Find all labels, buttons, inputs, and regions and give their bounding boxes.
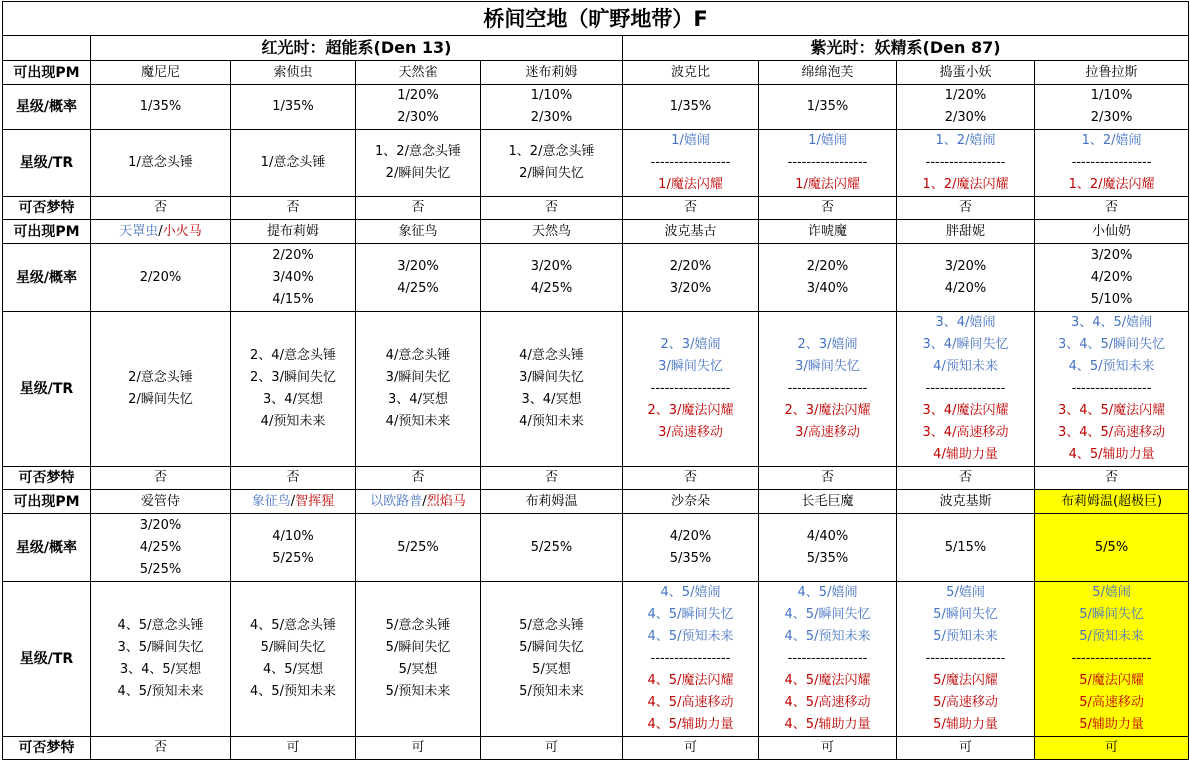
- tr-move-line: 3、4、5/高速移动: [1057, 425, 1166, 440]
- star-rate-line: 2/20%: [139, 269, 182, 285]
- pokemon-name-cell: [356, 220, 481, 244]
- gmax-cell: 否: [231, 467, 356, 490]
- row-label-tr: 星级/TR: [3, 582, 91, 737]
- star-rate-line: 3/20%: [530, 258, 573, 274]
- pokemon-name: 捣蛋小妖: [939, 64, 992, 80]
- star-rate-line: 4/20%: [669, 528, 712, 544]
- star-rate-cell: [1035, 85, 1189, 130]
- star-rate-line: 4/20%: [1090, 269, 1133, 285]
- tr-move-line: 5/意念头锤: [519, 618, 584, 633]
- gmax-cell: 否: [231, 197, 356, 220]
- gmax-cell: 否: [481, 467, 623, 490]
- tr-moves-cell: [91, 130, 231, 197]
- tr-move-line: 4、5/预知未来: [647, 629, 734, 644]
- pokemon-name: 象征鸟: [398, 223, 438, 239]
- pokemon-name-cell: [623, 61, 759, 85]
- row-label-rate: 星级/概率: [3, 85, 91, 130]
- pokemon-name: 烈焰马: [426, 493, 466, 509]
- star-rate-cell: [1035, 244, 1189, 312]
- tr-move-line: 2/瞬间失忆: [519, 166, 584, 181]
- gmax-cell: 否: [356, 467, 481, 490]
- tr-separator: -----------------: [650, 381, 731, 396]
- tr-move-line: 4、5/预知未来: [784, 629, 871, 644]
- star-rate-cell: [231, 244, 356, 312]
- gmax-cell: 可: [481, 737, 623, 760]
- pokemon-name-cell: [623, 490, 759, 514]
- tr-separator: -----------------: [1071, 651, 1152, 666]
- header-corner: [3, 36, 91, 61]
- tr-moves-cell: [759, 582, 897, 737]
- pokemon-name-cell: [481, 490, 623, 514]
- star-rate-line: 3/20%: [397, 258, 439, 274]
- star-rate-cell: [356, 85, 481, 130]
- tr-move-line: 4、5/意念头锤: [117, 618, 204, 633]
- tr-move-line: 4/预知未来: [260, 414, 326, 429]
- tr-moves-cell: [91, 582, 231, 737]
- tr-move-line: 5/嬉闹: [1092, 585, 1131, 600]
- pokemon-name: 以欧路普: [370, 493, 423, 509]
- tr-separator: -----------------: [787, 381, 868, 396]
- pokemon-name-cell: [481, 220, 623, 244]
- star-rate-line: 2/30%: [397, 110, 439, 125]
- star-rate-line: 3/20%: [139, 517, 182, 533]
- tr-move-line: 2/意念头锤: [128, 370, 193, 385]
- tr-move-line: 4、5/预知未来: [117, 684, 204, 699]
- star-rate-cell: [231, 85, 356, 130]
- tr-moves-cell: [1035, 582, 1189, 737]
- pokemon-name: 波克基斯: [939, 493, 992, 509]
- pokemon-name-cell: [231, 220, 356, 244]
- star-rate-cell: [481, 85, 623, 130]
- tr-move-line: 5/瞬间失忆: [933, 607, 998, 622]
- star-rate-line: 5/10%: [1090, 291, 1133, 307]
- tr-separator: -----------------: [925, 651, 1006, 666]
- tr-moves-cell: [897, 582, 1035, 737]
- tr-move-line: 5/预知未来: [385, 684, 451, 699]
- tr-moves-cell: [897, 130, 1035, 197]
- star-rate-cell: [356, 244, 481, 312]
- row-label-pm: 可出现PM: [3, 490, 91, 514]
- tr-move-line: 3/高速移动: [658, 425, 723, 440]
- tr-move-line: 3、4/嬉闹: [935, 315, 996, 330]
- tr-moves-cell: [623, 130, 759, 197]
- tr-move-line: 3、4/瞬间失忆: [922, 337, 1009, 352]
- star-rate-line: 5/25%: [397, 539, 439, 555]
- tr-move-line: 4、5/嬉闹: [797, 585, 858, 600]
- tr-move-line: 1、2/魔法闪耀: [1068, 177, 1155, 192]
- tr-move-line: 5/辅助力量: [933, 717, 998, 732]
- star-rate-line: 2/30%: [944, 110, 987, 125]
- star-rate-line: 5/35%: [806, 550, 849, 566]
- pokemon-name: 智挥猩: [295, 493, 335, 509]
- tr-move-line: 4/意念头锤: [385, 348, 451, 363]
- tr-move-line: 4、5/预知未来: [250, 684, 336, 699]
- gmax-cell: 否: [91, 467, 231, 490]
- pokemon-name: /: [158, 223, 163, 239]
- tr-move-line: 2、3/嬉闹: [797, 337, 858, 352]
- raid-den-table: [2, 1, 1189, 760]
- pokemon-name: 象征鸟: [251, 493, 291, 509]
- gmax-cell: 否: [356, 197, 481, 220]
- star-rate-line: 4/25%: [397, 280, 439, 296]
- star-rate-cell: [623, 514, 759, 582]
- pokemon-name-cell: [481, 61, 623, 85]
- star-rate-line: 4/25%: [530, 280, 573, 296]
- star-rate-line: 2/30%: [530, 110, 573, 125]
- pokemon-name: 天然雀: [398, 64, 438, 80]
- star-rate-cell: [897, 85, 1035, 130]
- tr-move-line: 4、5/辅助力量: [1068, 447, 1155, 462]
- pokemon-name-cell: [1035, 61, 1189, 85]
- tr-move-line: 3、4/冥想: [263, 392, 323, 407]
- star-rate-line: 1/10%: [1090, 88, 1133, 103]
- tr-move-line: 2、3/瞬间失忆: [250, 370, 336, 385]
- star-rate-line: 3/20%: [1090, 247, 1133, 263]
- gmax-cell: 否: [759, 197, 897, 220]
- gmax-cell: 否: [1035, 467, 1189, 490]
- tr-move-line: 1/嬉闹: [808, 133, 847, 148]
- star-rate-cell: [759, 514, 897, 582]
- gmax-cell: 否: [623, 197, 759, 220]
- tr-move-line: 2/瞬间失忆: [385, 166, 451, 181]
- pokemon-name: 沙奈朵: [670, 493, 710, 509]
- tr-move-line: 5/嬉闹: [946, 585, 985, 600]
- tr-move-line: 5/意念头锤: [385, 618, 451, 633]
- tr-moves-cell: [481, 582, 623, 737]
- tr-move-line: 5/瞬间失忆: [519, 640, 584, 655]
- tr-move-line: 2、3/嬉闹: [660, 337, 721, 352]
- star-rate-line: 3/40%: [272, 269, 314, 285]
- tr-move-line: 5/瞬间失忆: [260, 640, 326, 655]
- pokemon-name: 胖甜妮: [945, 223, 985, 239]
- pokemon-name-cell: [897, 220, 1035, 244]
- pokemon-name-cell: [356, 61, 481, 85]
- pokemon-name-cell: [759, 490, 897, 514]
- star-rate-cell: [91, 244, 231, 312]
- star-rate-line: 4/40%: [806, 528, 849, 544]
- red-light-header: 红光时：超能系(Den 13): [91, 36, 623, 61]
- tr-move-line: 3/瞬间失忆: [658, 359, 723, 374]
- tr-move-line: 1、2/魔法闪耀: [922, 177, 1009, 192]
- gmax-cell: 否: [91, 197, 231, 220]
- tr-moves-cell: [231, 312, 356, 467]
- pokemon-name: 诈唬魔: [807, 223, 847, 239]
- row-label-pm: 可出现PM: [3, 61, 91, 85]
- tr-moves-cell: [1035, 130, 1189, 197]
- pokemon-name: /: [290, 493, 296, 509]
- tr-move-line: 4、5/辅助力量: [647, 717, 734, 732]
- tr-moves-cell: [231, 582, 356, 737]
- gmax-cell: 可: [623, 737, 759, 760]
- tr-separator: -----------------: [787, 651, 868, 666]
- pokemon-name-cell: [91, 220, 231, 244]
- gmax-cell: 否: [1035, 197, 1189, 220]
- tr-moves-cell: [623, 582, 759, 737]
- star-rate-cell: [897, 514, 1035, 582]
- tr-move-line: 4、5/高速移动: [647, 695, 734, 710]
- tr-move-line: 5/冥想: [532, 662, 571, 677]
- row-label-gmax: 可否梦特: [3, 737, 91, 760]
- tr-move-line: 1/嬉闹: [671, 133, 710, 148]
- pokemon-name-cell: [231, 61, 356, 85]
- row-label-tr: 星级/TR: [3, 312, 91, 467]
- row-label-gmax: 可否梦特: [3, 197, 91, 220]
- star-rate-line: 5/35%: [669, 550, 712, 566]
- star-rate-line: 1/35%: [139, 99, 182, 114]
- gmax-cell: 否: [897, 467, 1035, 490]
- tr-move-line: 1/意念头锤: [260, 155, 326, 170]
- pokemon-name: 爱管侍: [140, 493, 180, 509]
- tr-moves-cell: [481, 130, 623, 197]
- tr-move-line: 4、5/高速移动: [784, 695, 871, 710]
- tr-move-line: 3/瞬间失忆: [385, 370, 451, 385]
- tr-move-line: 2、3/魔法闪耀: [647, 403, 734, 418]
- gmax-cell: 否: [91, 737, 231, 760]
- pokemon-name: 波克比: [670, 64, 710, 80]
- pokemon-name-cell: [91, 490, 231, 514]
- pokemon-name: 天然鸟: [531, 223, 571, 239]
- star-rate-line: 1/10%: [530, 88, 573, 103]
- tr-move-line: 4、5/意念头锤: [250, 618, 336, 633]
- tr-separator: -----------------: [650, 651, 731, 666]
- star-rate-line: 3/20%: [944, 258, 987, 274]
- tr-moves-cell: [91, 312, 231, 467]
- pokemon-name-cell: [1035, 490, 1189, 514]
- tr-move-line: 4、5/辅助力量: [784, 717, 871, 732]
- star-rate-line: 4/15%: [272, 291, 314, 307]
- tr-move-line: 5/瞬间失忆: [385, 640, 451, 655]
- pokemon-name: 小仙奶: [1092, 223, 1132, 239]
- pokemon-name: 迷布莉姆: [525, 64, 578, 80]
- tr-moves-cell: [623, 312, 759, 467]
- pokemon-name: 小火马: [162, 223, 202, 239]
- pokemon-name: 拉鲁拉斯: [1085, 64, 1138, 80]
- tr-move-line: 3、4/高速移动: [922, 425, 1009, 440]
- tr-move-line: 5/预知未来: [1079, 629, 1144, 644]
- row-label-gmax: 可否梦特: [3, 467, 91, 490]
- star-rate-cell: [759, 244, 897, 312]
- tr-move-line: 4、5/嬉闹: [660, 585, 721, 600]
- star-rate-line: 1/20%: [944, 88, 987, 103]
- gmax-cell: 否: [759, 467, 897, 490]
- tr-move-line: 5/高速移动: [1079, 695, 1144, 710]
- pokemon-name: 魔尼尼: [140, 64, 180, 80]
- star-rate-line: 5/15%: [944, 539, 987, 555]
- pokemon-name-cell: [356, 490, 481, 514]
- tr-move-line: 3、4、5/嬉闹: [1070, 315, 1153, 330]
- star-rate-cell: [481, 244, 623, 312]
- tr-move-line: 4/预知未来: [385, 414, 451, 429]
- row-label-pm: 可出现PM: [3, 220, 91, 244]
- tr-moves-cell: [759, 312, 897, 467]
- tr-move-line: 5/魔法闪耀: [933, 673, 998, 688]
- tr-moves-cell: [759, 130, 897, 197]
- tr-move-line: 5/魔法闪耀: [1079, 673, 1144, 688]
- tr-move-line: 4/辅助力量: [933, 447, 998, 462]
- tr-move-line: 1、2/意念头锤: [375, 144, 461, 159]
- tr-move-line: 3、5/瞬间失忆: [117, 640, 204, 655]
- gmax-cell: 可: [356, 737, 481, 760]
- row-label-tr: 星级/TR: [3, 130, 91, 197]
- star-rate-cell: [481, 514, 623, 582]
- pokemon-name-cell: [759, 220, 897, 244]
- pokemon-name-cell: [623, 220, 759, 244]
- tr-move-line: 2/瞬间失忆: [128, 392, 193, 407]
- pokemon-name: 布莉姆温: [525, 493, 578, 509]
- pokemon-name-cell: [231, 490, 356, 514]
- tr-move-line: 5/预知未来: [519, 684, 584, 699]
- gmax-cell: 可: [759, 737, 897, 760]
- tr-move-line: 3、4/冥想: [521, 392, 582, 407]
- tr-move-line: 4/预知未来: [933, 359, 998, 374]
- tr-move-line: 4、5/瞬间失忆: [647, 607, 734, 622]
- star-rate-cell: [759, 85, 897, 130]
- tr-move-line: 4、5/魔法闪耀: [784, 673, 871, 688]
- tr-separator: -----------------: [925, 381, 1006, 396]
- pokemon-name: /: [422, 493, 427, 509]
- star-rate-cell: [1035, 514, 1189, 582]
- tr-move-line: 1/魔法闪耀: [795, 177, 860, 192]
- tr-move-line: 4/预知未来: [519, 414, 584, 429]
- tr-moves-cell: [356, 130, 481, 197]
- purple-light-header: 紫光时：妖精系(Den 87): [623, 36, 1189, 61]
- tr-separator: -----------------: [650, 155, 731, 170]
- star-rate-cell: [897, 244, 1035, 312]
- tr-moves-cell: [356, 582, 481, 737]
- pokemon-name: 长毛巨魔: [801, 493, 854, 509]
- tr-move-line: 5/预知未来: [933, 629, 998, 644]
- row-label-rate: 星级/概率: [3, 244, 91, 312]
- pokemon-name-cell: [1035, 220, 1189, 244]
- tr-moves-cell: [481, 312, 623, 467]
- gmax-cell: 否: [623, 467, 759, 490]
- tr-move-line: 4/意念头锤: [519, 348, 584, 363]
- tr-move-line: 4、5/预知未来: [1068, 359, 1155, 374]
- star-rate-cell: [623, 244, 759, 312]
- star-rate-line: 2/20%: [806, 258, 849, 274]
- tr-separator: -----------------: [1071, 381, 1152, 396]
- tr-move-line: 4、5/瞬间失忆: [784, 607, 871, 622]
- pokemon-name: 布莉姆温(超极巨): [1060, 493, 1163, 509]
- tr-separator: -----------------: [925, 155, 1006, 170]
- tr-move-line: 4、5/魔法闪耀: [647, 673, 734, 688]
- gmax-cell: 否: [897, 197, 1035, 220]
- pokemon-name-cell: [91, 61, 231, 85]
- tr-move-line: 3、4、5/冥想: [119, 662, 202, 677]
- star-rate-cell: [231, 514, 356, 582]
- pokemon-name: 索侦虫: [273, 64, 313, 80]
- pokemon-name-cell: [759, 61, 897, 85]
- star-rate-line: 3/40%: [806, 280, 849, 296]
- tr-moves-cell: [356, 312, 481, 467]
- star-rate-line: 1/35%: [669, 99, 712, 114]
- star-rate-line: 1/35%: [806, 99, 849, 114]
- tr-move-line: 3、4/冥想: [388, 392, 448, 407]
- tr-moves-cell: [231, 130, 356, 197]
- star-rate-line: 5/25%: [272, 550, 314, 566]
- pokemon-name: 绵绵泡芙: [801, 64, 854, 80]
- star-rate-line: 5/5%: [1094, 539, 1129, 555]
- star-rate-line: 4/10%: [272, 528, 314, 544]
- star-rate-line: 1/20%: [397, 88, 439, 103]
- pokemon-name-cell: [897, 490, 1035, 514]
- star-rate-line: 4/20%: [944, 280, 987, 296]
- tr-move-line: 3/瞬间失忆: [519, 370, 584, 385]
- tr-move-line: 2、4/意念头锤: [250, 348, 336, 363]
- tr-move-line: 4、5/冥想: [263, 662, 323, 677]
- pokemon-name: 波克基古: [664, 223, 717, 239]
- tr-move-line: 3、4/魔法闪耀: [922, 403, 1009, 418]
- star-rate-cell: [356, 514, 481, 582]
- star-rate-cell: [91, 85, 231, 130]
- gmax-cell: 可: [231, 737, 356, 760]
- star-rate-line: 1/35%: [272, 99, 314, 114]
- tr-move-line: 3、4、5/魔法闪耀: [1057, 403, 1166, 418]
- gmax-cell: 可: [897, 737, 1035, 760]
- tr-move-line: 1/魔法闪耀: [658, 177, 723, 192]
- pokemon-name: 提布莉姆: [266, 223, 319, 239]
- page-title: 桥间空地（旷野地带）F: [3, 2, 1189, 36]
- tr-move-line: 1、2/嬉闹: [1081, 133, 1142, 148]
- tr-move-line: 3、4、5/瞬间失忆: [1057, 337, 1166, 352]
- tr-move-line: 5/瞬间失忆: [1079, 607, 1144, 622]
- tr-move-line: 5/冥想: [398, 662, 438, 677]
- star-rate-cell: [623, 85, 759, 130]
- tr-move-line: 3/瞬间失忆: [795, 359, 860, 374]
- gmax-cell: 否: [481, 197, 623, 220]
- gmax-cell: 可: [1035, 737, 1189, 760]
- tr-move-line: 1/意念头锤: [128, 155, 193, 170]
- star-rate-line: 2/20%: [669, 258, 712, 274]
- pokemon-name-cell: [897, 61, 1035, 85]
- tr-separator: -----------------: [787, 155, 868, 170]
- row-label-rate: 星级/概率: [3, 514, 91, 582]
- star-rate-line: 2/20%: [272, 247, 314, 263]
- tr-move-line: 5/辅助力量: [1079, 717, 1144, 732]
- star-rate-line: 4/25%: [139, 539, 182, 555]
- tr-moves-cell: [1035, 312, 1189, 467]
- star-rate-cell: [91, 514, 231, 582]
- tr-moves-cell: [897, 312, 1035, 467]
- star-rate-line: 5/25%: [530, 539, 573, 555]
- tr-separator: -----------------: [1071, 155, 1152, 170]
- tr-move-line: 2、3/魔法闪耀: [784, 403, 871, 418]
- tr-move-line: 3/高速移动: [795, 425, 860, 440]
- tr-move-line: 1、2/意念头锤: [508, 144, 595, 159]
- tr-move-line: 1、2/嬉闹: [935, 133, 996, 148]
- pokemon-name: 天罩虫: [119, 223, 159, 239]
- tr-move-line: 5/高速移动: [933, 695, 998, 710]
- star-rate-line: 3/20%: [669, 280, 712, 296]
- star-rate-line: 2/30%: [1090, 110, 1133, 125]
- star-rate-line: 5/25%: [139, 561, 182, 577]
